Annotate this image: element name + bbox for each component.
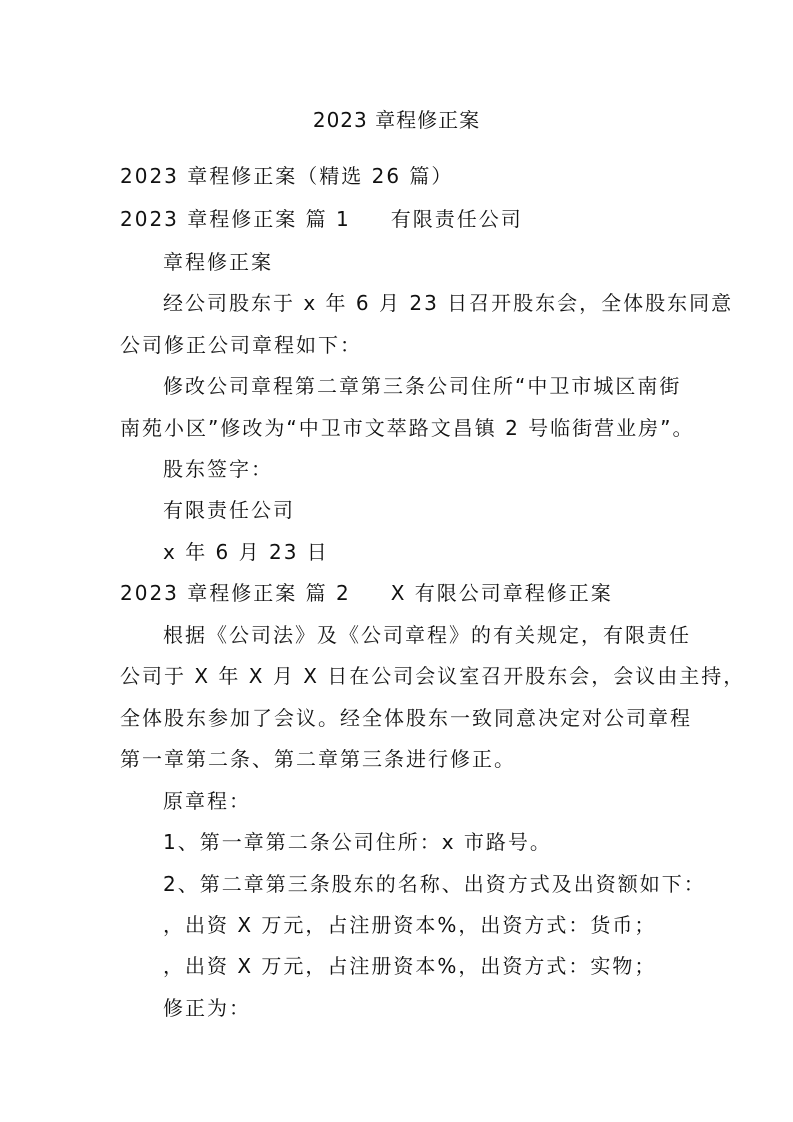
- paragraph-line: 第一章第二条、第二章第三条进行修正。: [120, 747, 516, 771]
- paragraph-line: 股东签字：: [163, 457, 273, 481]
- section-1-heading-label: 2023 章程修正案 篇 1: [120, 207, 351, 231]
- section-1-heading: [120, 203, 523, 232]
- document-subtitle: 2023 章程修正案（精选 26 篇）: [120, 164, 454, 188]
- section-2-heading-tail: X 有限公司章程修正案: [390, 581, 613, 605]
- paragraph-line: 2、第二章第三条股东的名称、出资方式及出资额如下：: [163, 872, 706, 896]
- paragraph-line: 章程修正案: [163, 250, 273, 274]
- paragraph-line: 公司于 X 年 X 月 X 日在公司会议室召开股东会，会议由主持，: [120, 664, 746, 688]
- paragraph-line: 原章程：: [163, 789, 251, 813]
- paragraph-line: 有限责任公司: [163, 498, 295, 522]
- section-2-heading-label: 2023 章程修正案 篇 2: [120, 581, 351, 605]
- paragraph-line: 南苑小区”修改为“中卫市文萃路文昌镇 2 号临街营业房”。: [120, 416, 695, 440]
- paragraph-line: ，出资 X 万元，占注册资本%，出资方式：货币；: [163, 913, 657, 937]
- paragraph-line: 修改公司章程第二章第三条公司住所“中卫市城区南街: [163, 374, 682, 398]
- paragraph-line: 经公司股东于 x 年 6 月 23 日召开股东会，全体股东同意: [163, 291, 734, 315]
- paragraph-line: ，出资 X 万元，占注册资本%，出资方式：实物；: [163, 954, 657, 978]
- document-title: 2023 章程修正案: [312, 108, 481, 132]
- paragraph-line: 1、第一章第二条公司住所：x 市路号。: [163, 830, 552, 854]
- paragraph-line: 根据《公司法》及《公司章程》的有关规定，有限责任: [163, 623, 691, 647]
- section-2-heading: [120, 577, 613, 606]
- paragraph-line: 全体股东参加了会议。经全体股东一致同意决定对公司章程: [120, 706, 692, 730]
- paragraph-line: 修正为：: [163, 996, 251, 1020]
- paragraph-line: x 年 6 月 23 日: [163, 540, 329, 564]
- section-1-heading-tail: 有限责任公司: [390, 207, 523, 231]
- paragraph-line: 公司修正公司章程如下：: [120, 333, 362, 357]
